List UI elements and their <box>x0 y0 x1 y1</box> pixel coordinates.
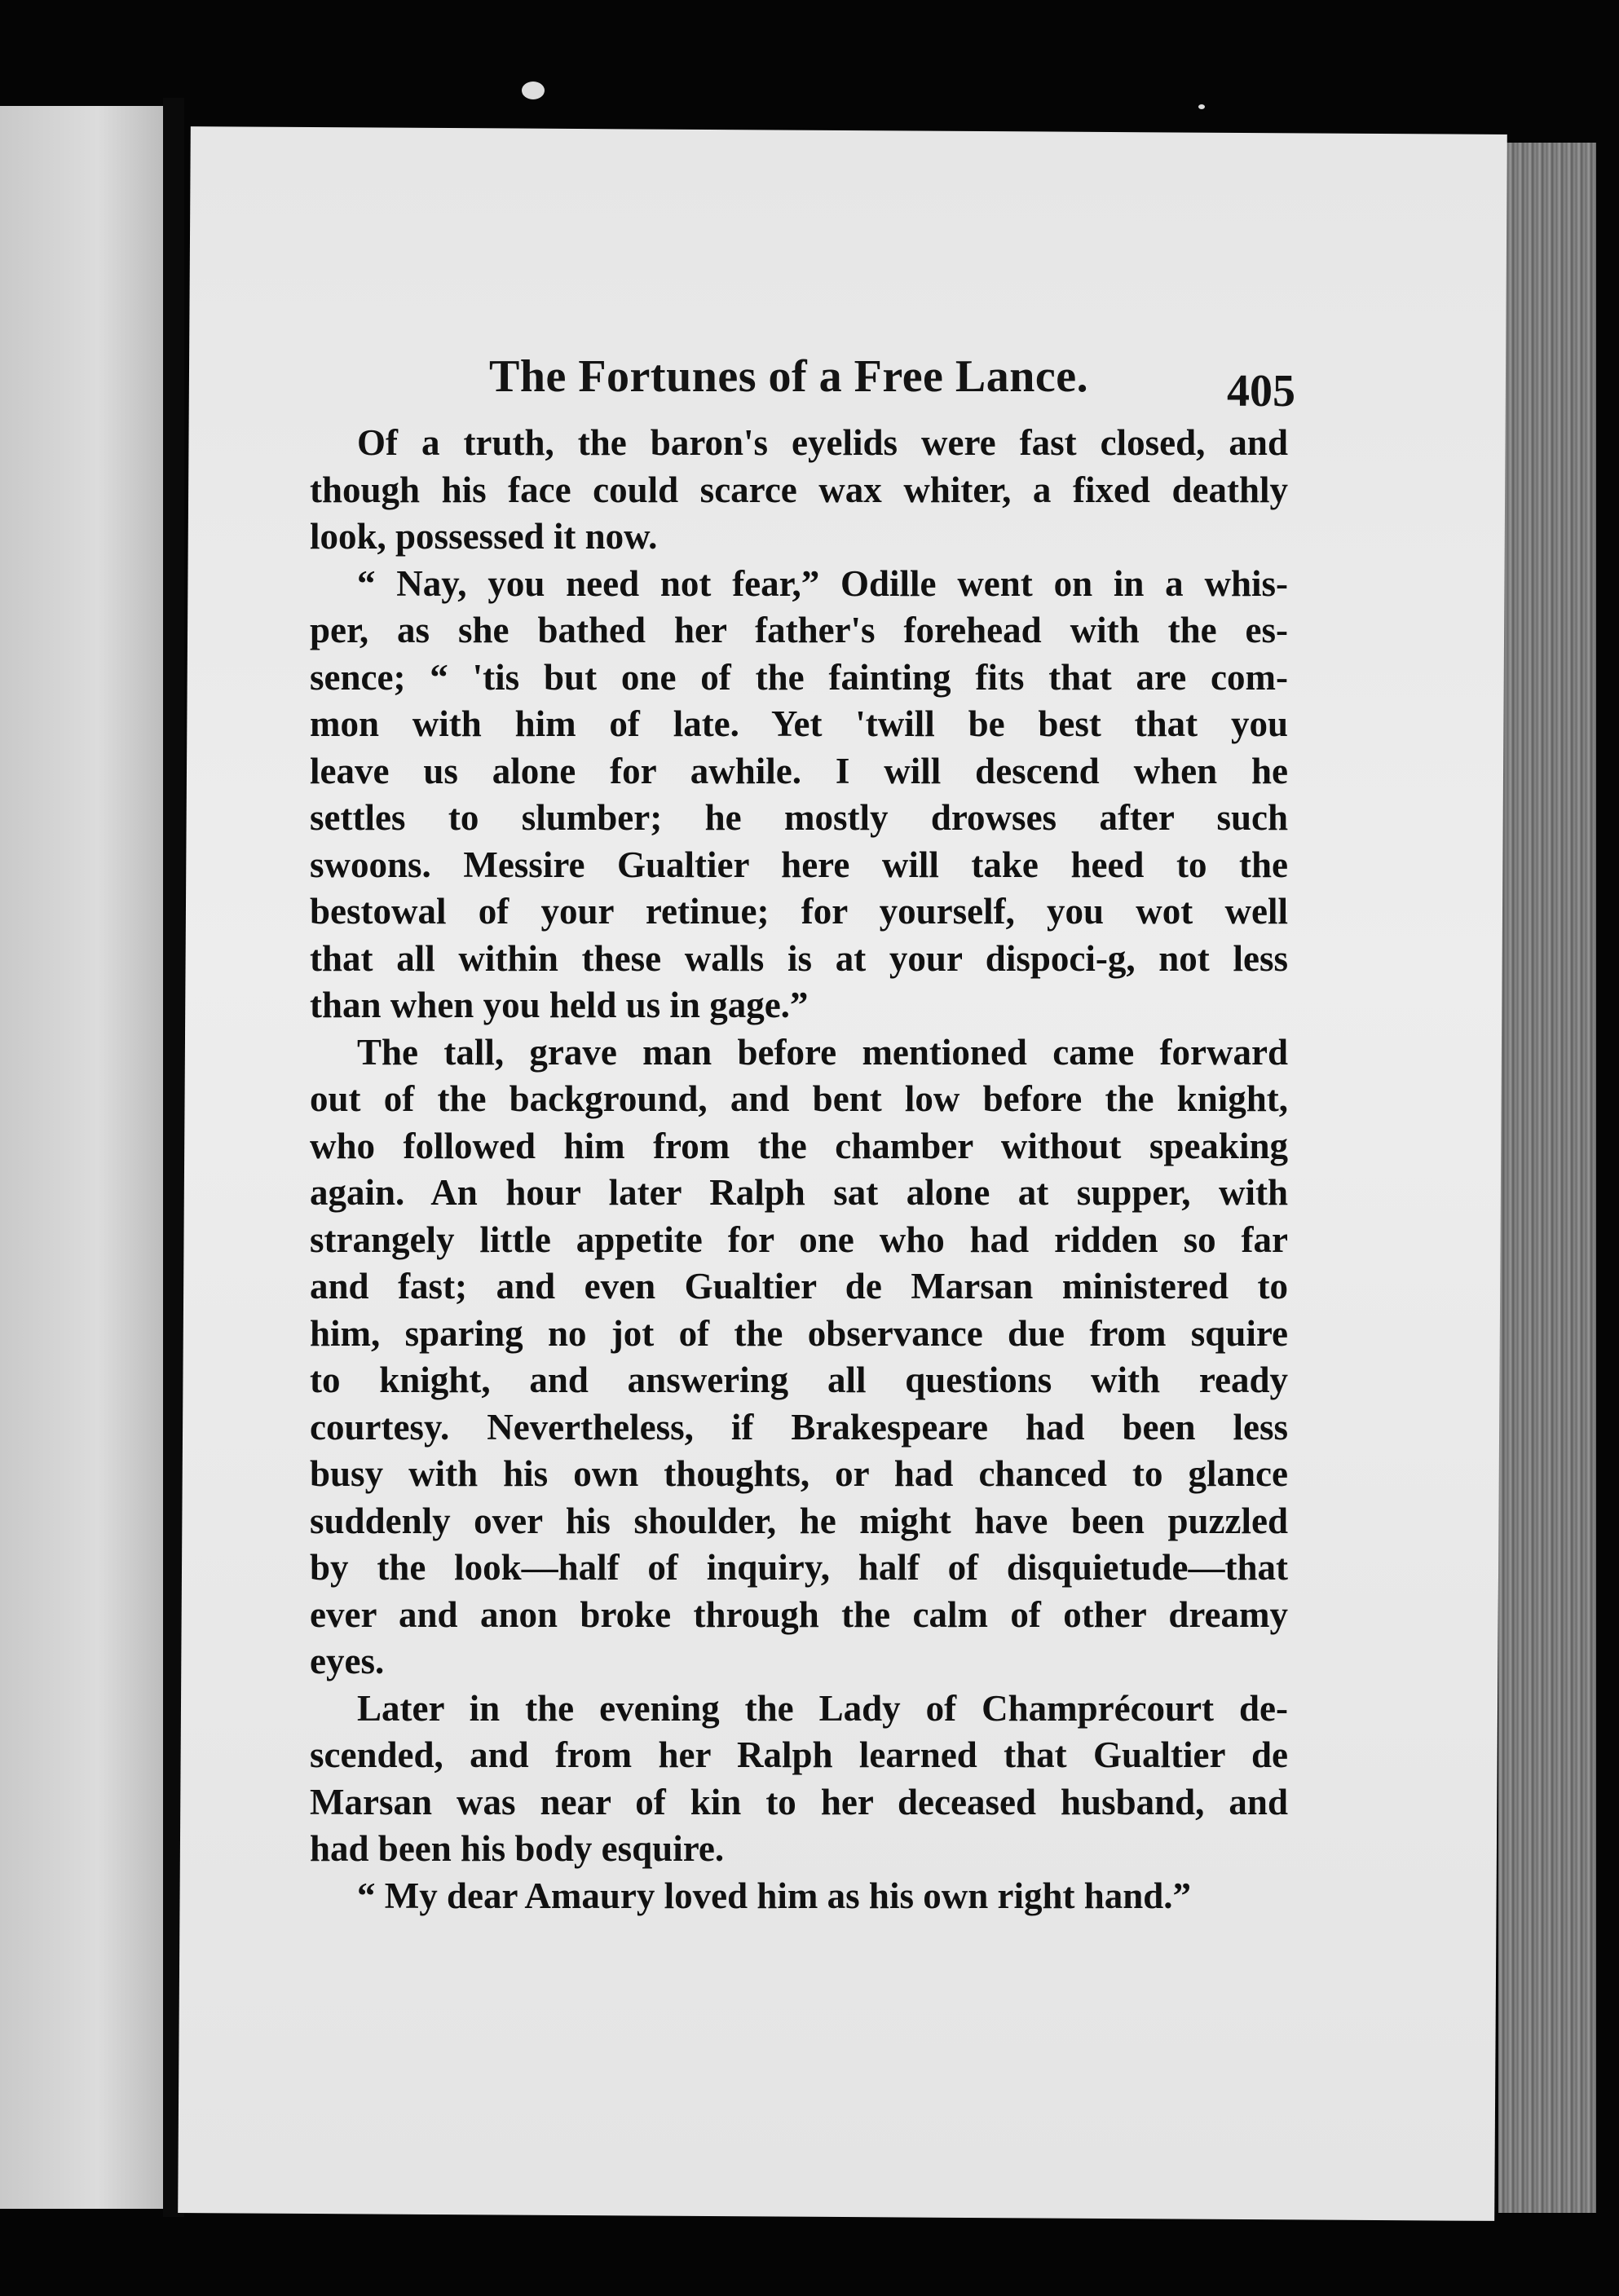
text-line: mon with him of late. Yet 'twill be best that you <box>310 703 1288 744</box>
text-line: leave us alone for awhile. I will descend when he <box>310 750 1288 791</box>
text-line: Later in the evening the Lady of Champrécourt de- <box>357 1687 1288 1729</box>
text-line: eyes. <box>310 1641 385 1681</box>
text-line: look, possessed it now. <box>310 516 658 557</box>
body-text <box>310 420 1288 1919</box>
text-line: by the look—half of inquiry, half of disquietude—that <box>310 1547 1288 1588</box>
text-line: to knight, and answering all questions with ready <box>310 1360 1288 1400</box>
text-line: The tall, grave man before mentioned came forward <box>357 1031 1288 1073</box>
text-line: than when you held us in gage.” <box>310 985 809 1025</box>
scan-speck <box>522 82 545 99</box>
text-line: settles to slumber; he mostly drowses after such <box>310 797 1288 838</box>
text-line: scended, and from her Ralph learned that Gualtier de <box>310 1734 1288 1775</box>
text-line: “ My dear Amaury loved him as his own right hand.” <box>357 1875 1192 1916</box>
text-line: had been his body esquire. <box>310 1828 725 1869</box>
text-line: though his face could scarce wax whiter, a fixed deathly <box>310 469 1288 510</box>
page-stack-edges <box>1498 143 1596 2213</box>
scan-speck <box>1198 104 1205 109</box>
running-title: The Fortunes of a Free Lance. <box>489 351 1089 402</box>
text-line: and fast; and even Gualtier de Marsan ministered to <box>310 1266 1288 1307</box>
text-line: him, sparing no jot of the observance due from squire <box>310 1312 1288 1354</box>
text-line: suddenly over his shoulder, he might have been puzzled <box>310 1500 1288 1541</box>
text-line: sence; “ 'tis but one of the fainting fits that are com- <box>310 656 1288 698</box>
text-line: swoons. Messire Gualtier here will take heed to the <box>310 844 1288 885</box>
text-line: busy with his own thoughts, or had chanced to glance <box>310 1453 1288 1494</box>
text-line: “ Nay, you need not fear,” Odille went on in a whis- <box>357 562 1288 604</box>
text-line: per, as she bathed her father's forehead with the es- <box>310 610 1288 650</box>
text-line: ever and anon broke through the calm of other dreamy <box>310 1593 1288 1635</box>
text-line: who followed him from the chamber without speaking <box>310 1125 1288 1166</box>
text-line: bestowal of your retinue; for yourself, you wot well <box>310 891 1288 932</box>
page-number: 405 <box>1227 366 1295 416</box>
text-line: again. An hour later Ralph sat alone at supper, with <box>310 1172 1288 1213</box>
text-line: out of the background, and bent low before the knight, <box>310 1078 1288 1119</box>
text-line: that all within these walls is at your dispoci-g, not less <box>310 937 1288 979</box>
text-line: courtesy. Nevertheless, if Brakespeare had been less <box>310 1406 1288 1448</box>
text-line: Marsan was near of kin to her deceased husband, and <box>310 1781 1288 1822</box>
text-line: Of a truth, the baron's eyelids were fast closed, and <box>357 422 1288 463</box>
text-line: strangely little appetite for one who had ridden so far <box>310 1219 1288 1260</box>
facing-page-edge <box>0 106 163 2209</box>
